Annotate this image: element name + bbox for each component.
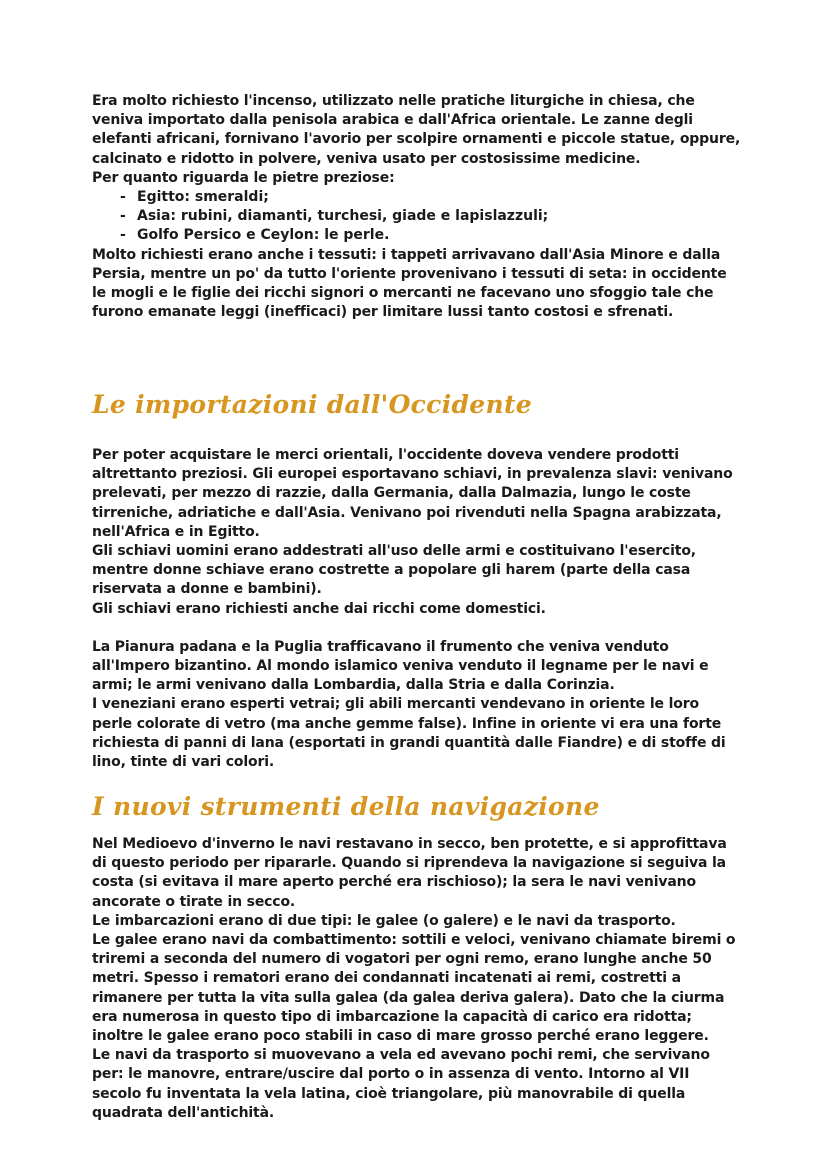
intro-paragraph-textiles: Molto richiesti erano anche i tessuti: i tappeti arrivavano dall'Asia Minore e dalla Persia, mentre un po' da tutto l'oriente provenivano i tessuti di seta: in occidente le mogli e le figlie dei ricchi signori o mercanti ne facevano uno sfoggio tale che furono emanate leggi (inefficaci) per limitare lussi tanto costosi e sfrenati.: [92, 246, 727, 321]
section-heading-imports: Le importazioni dall'Occidente: [92, 390, 533, 419]
imports-block: [92, 446, 742, 772]
gems-list: [92, 188, 742, 246]
navigation-block: [92, 835, 742, 1123]
section-heading-navigation: I nuovi strumenti della navigazione: [92, 792, 600, 821]
intro-paragraph-incense: Era molto richiesto l'incenso, utilizzato nelle pratiche liturgiche in chiesa, che veniva importato dalla penisola arabica e dall'Africa orientale. Le zanne degli elefanti africani, fornivano l'avorio per scolpire ornamenti e piccole statue, oppure, calcinato e ridotto in polvere, veniva usato per costosissime medicine.: [92, 93, 741, 167]
intro-paragraph-gems: Per quanto riguarda le pietre preziose:: [92, 169, 395, 186]
imports-paragraph-slaves: Per poter acquistare le merci orientali, l'occidente doveva vendere prodotti altrettanto preziosi. Gli europei esportavano schiavi, in prevalenza slavi: venivano prelevati, per mezzo di razzie, dalla Germania, dalla Dalmazia, lungo le coste tirreniche, adriatiche e dall'Asia. Venivano poi rivenduti nella Spagna arabizzata, nell'Africa e in Egitto.: [92, 447, 733, 540]
imports-paragraph-grain: La Pianura padana e la Puglia trafficavano il frumento che veniva venduto all'Impero bizantino. Al mondo islamico veniva venduto il legname per le navi e armi; le armi venivano dalla Lombardia, dalla Stria e dalla Corinzia.: [92, 638, 709, 694]
list-item: - Asia: rubini, diamanti, turchesi, giade e lapislazzuli;: [92, 207, 742, 226]
navigation-paragraph-types: Le imbarcazioni erano di due tipi: le galee (o galere) e le navi da trasporto.: [92, 912, 676, 929]
imports-paragraph-domestics: Gli schiavi erano richiesti anche dai ricchi come domestici.: [92, 600, 546, 617]
list-item: - Golfo Persico e Ceylon: le perle.: [92, 226, 742, 245]
imports-paragraph-army: Gli schiavi uomini erano addestrati all'uso delle armi e costituivano l'esercito, mentre donne schiave erano costrette a popolare gli harem (parte della casa riservata a donne e bambini).: [92, 543, 696, 598]
navigation-paragraph-transport: Le navi da trasporto si muovevano a vela ed avevano pochi remi, che servivano per: le manovre, entrare/uscire dal porto o in assenza di vento. Intorno al VII secolo fu inventata la vela latina, cioè triangolare, più manovrabile di quella quadrata dell'antichità.: [92, 1047, 710, 1121]
navigation-paragraph-galleys: Le galee erano navi da combattimento: sottili e veloci, venivano chiamate biremi o triremi a seconda del numero di vogatori per ogni remo, erano lunghe anche 50 metri. Spesso i rematori erano dei condannati incatenati ai remi, costretti a rimanere per tutta la vita sulla galea (da galea deriva galera). Dato che la ciurma era numerosa in questo tipo di imbarcazione la capacità di carico era ridotta; inoltre le galee erano poco stabili in caso di mare grosso perché erano leggere.: [92, 932, 736, 1045]
intro-block: [92, 92, 742, 322]
list-item: - Egitto: smeraldi;: [92, 188, 742, 207]
navigation-paragraph-winter: Nel Medioevo d'inverno le navi restavano in secco, ben protette, e si approfittava di questo periodo per ripararle. Quando si riprendeva la navigazione si seguiva la costa (si evitava il mare aperto perché era rischioso); la sera le navi venivano ancorate o tirate in secco.: [92, 836, 727, 910]
imports-paragraph-glass: I veneziani erano esperti vetrai; gli abili mercanti vendevano in oriente le loro perle colorate di vetro (ma anche gemme false). Infine in oriente vi era una forte richiesta di panni di lana (esportati in grandi quantità dalle Fiandre) e di stoffe di lino, tinte di vari colori.: [92, 696, 726, 771]
